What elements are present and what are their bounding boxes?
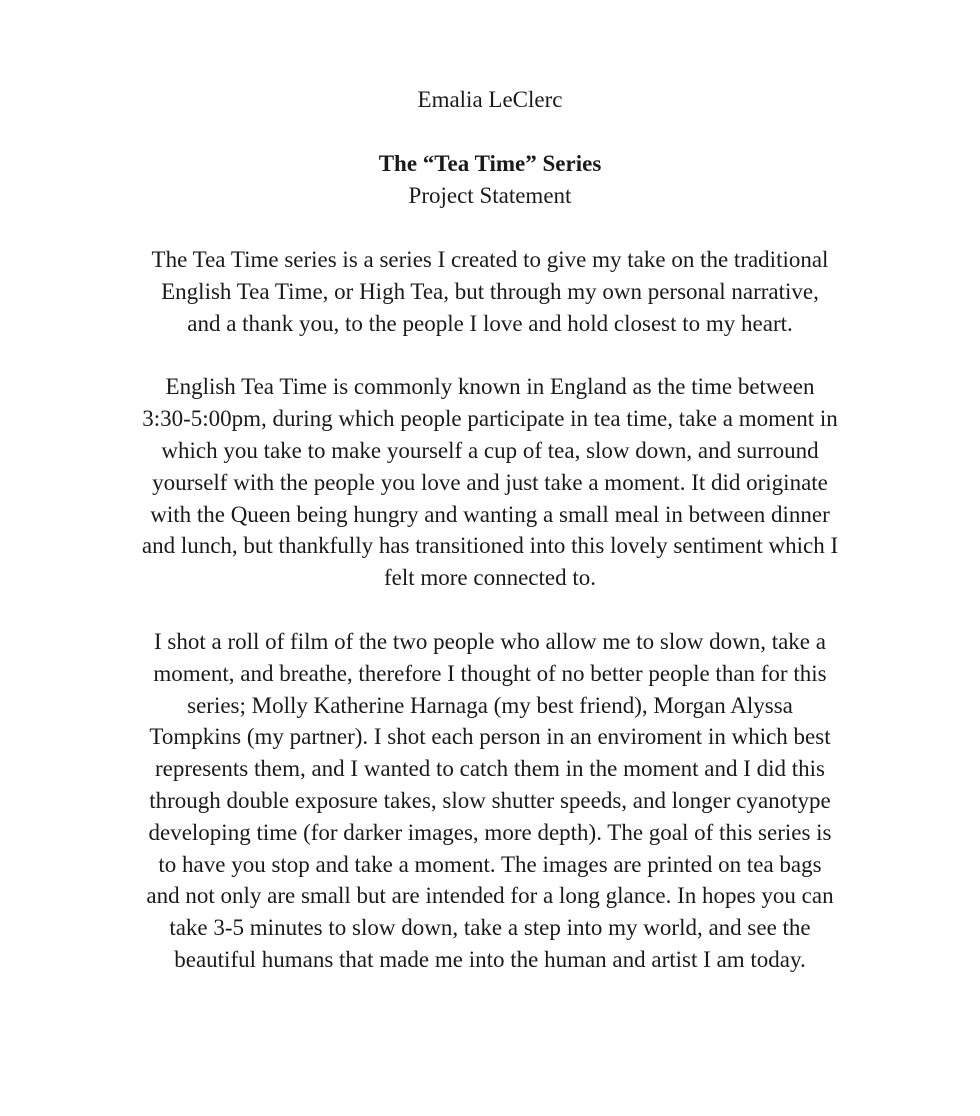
paragraph-series-description: I shot a roll of film of the two people who allow me to slow down, take a moment, and breathe, therefore I thought of no better people than for this series; Molly Katherine Harnaga (my best friend), Morgan Alyssa Tompkins (my partner). I shot each person in an enviroment in which best represents them, and I wanted to catch them in the moment and I did this through double exposure takes, slow shutter speeds, and longer cyanotype developing time (for darker images, more depth). The goal of this series is to have you stop and take a moment. The images are printed on tea bags and not only are small but are intended for a long glance. In hopes you can take 3-5 minutes to slow down, take a step into my world, and see the beautiful humans that made me into the human and artist I am today. <box>146 628 834 972</box>
series-title: The “Tea Time” Series <box>378 151 602 176</box>
paragraph-tea-time-history: English Tea Time is commonly known in England as the time between 3:30-5:00pm, during which people participate in tea time, take a moment in which you take to make yourself a cup of tea, slow down, and surround yourself with the people you love and just take a moment. It did originate with the Queen being hungry and wanting a small meal in between dinner and lunch, but thankfully has transitioned into this lovely sentiment which I felt more connected to. <box>141 374 839 591</box>
project-statement-heading: Project Statement <box>408 183 572 208</box>
paragraph-intro: The Tea Time series is a series I created to give my take on the traditional English Tea Time, or High Tea, but through my own personal narrative, and a thank you, to the people I love and hold closest to my heart. <box>151 247 829 336</box>
author-name: Emalia LeClerc <box>417 87 563 112</box>
